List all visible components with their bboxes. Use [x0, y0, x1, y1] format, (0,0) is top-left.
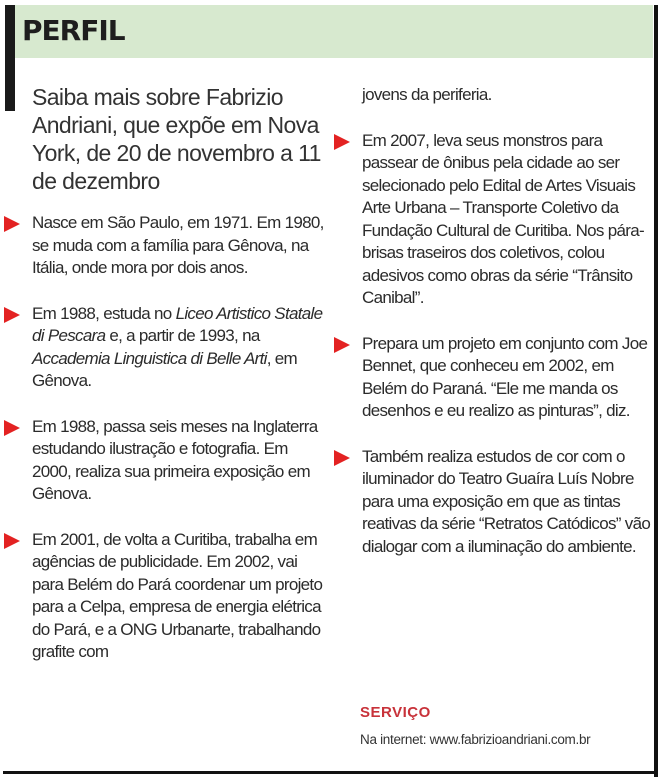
bio-item	[330, 333, 652, 423]
bio-item	[0, 303, 325, 393]
right-column	[330, 84, 652, 558]
school-name: Liceo Artistico Statale di Pescara	[32, 303, 323, 345]
bio-item-text: Nasce em São Paulo, em 1971. Em 1980, se muda com a família para Gênova, na Itália, onde mora por dois anos.	[32, 213, 324, 277]
left-accent-bar	[5, 5, 15, 111]
service-title: SERVIÇO	[360, 704, 431, 721]
bio-item	[330, 130, 652, 310]
bio-item-text: Em 1988, estuda no Liceo Artistico Statale di Pescara e, a partir de 1993, na Accademia Linguistica di Belle Arti, em Gênova.	[32, 303, 323, 390]
academy-name: Accademia Linguistica di Belle Arti	[32, 348, 267, 368]
bio-item-text: Prepara um projeto em conjunto com Joe Bennet, que conheceu em 2002, em Belém do Paraná. “Ele me manda os desenhos e eu realizo as pinturas”, diz.	[362, 333, 648, 420]
intro-deck: Saiba mais sobre Fabrizio Andriani, que expõe em Nova York, de 20 de novembro a 11 de dezembro	[32, 84, 321, 194]
bio-item-text: Também realiza estudos de cor com o iluminador do Teatro Guaíra Luís Nobre para uma exposição em que as tintas reativas da série “Retratos Catódicos” vão dialogar com a iluminação do ambiente.	[362, 446, 651, 556]
left-column	[0, 212, 325, 664]
triangle-bullet-icon	[4, 216, 20, 232]
bio-item	[0, 212, 325, 280]
triangle-bullet-icon	[334, 134, 350, 150]
bio-item	[0, 416, 325, 506]
triangle-bullet-icon	[4, 307, 20, 323]
service-website: Na internet: www.fabrizioandriani.com.br	[360, 732, 591, 747]
bio-item-text: Em 2007, leva seus monstros para passear de ônibus pela cidade ao ser selecionado pelo Edital de Artes Visuais Arte Urbana – Transporte Coletivo da Fundação Cultural de Curitiba. Nos pára-brisas traseiros dos coletivos, colou adesivos como obras da série “Trânsito Canibal”.	[362, 130, 644, 307]
bio-item-text: Em 2001, de volta a Curitiba, trabalha em agências de publicidade. Em 2002, vai para Belém do Pará coordenar um projeto para a Celpa, empresa de energia elétrica do Pará, e a ONG Urbanarte, trabalhando grafite com	[32, 529, 323, 661]
bio-item-continuation: jovens da periferia.	[362, 85, 492, 104]
bio-item	[0, 529, 325, 664]
right-border	[654, 5, 658, 777]
bottom-rule	[3, 771, 658, 774]
triangle-bullet-icon	[4, 420, 20, 436]
triangle-bullet-icon	[4, 533, 20, 549]
triangle-bullet-icon	[334, 450, 350, 466]
section-title: PERFIL	[22, 14, 125, 47]
bio-item-text: Em 1988, passa seis meses na Inglaterra estudando ilustração e fotografia. Em 2000, realiza sua primeira exposição em Gênova.	[32, 416, 318, 503]
bio-item	[330, 446, 652, 559]
triangle-bullet-icon	[334, 337, 350, 353]
